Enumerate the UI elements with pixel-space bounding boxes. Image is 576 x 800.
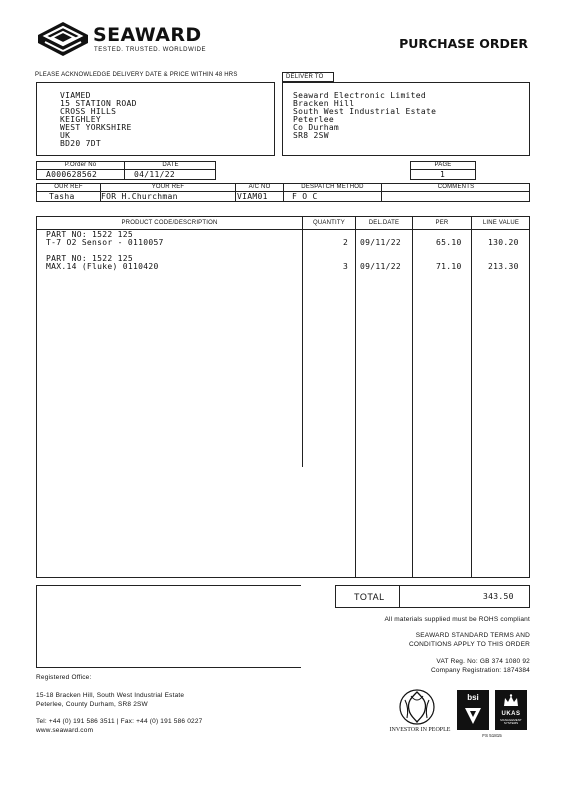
row-quantity: 3 [343,262,349,271]
ac-no: VIAM01 [237,192,268,201]
row-quantity: 2 [343,238,349,247]
table-row [37,231,529,249]
supplier-address-line: BD20 7DT [60,139,101,148]
table-row [37,255,529,273]
despatch-method: F O C [292,192,318,201]
comments-area-top [36,585,301,586]
our-ref-label: OUR REF [54,184,83,190]
page-number: 1 [440,170,446,179]
page-label: PAGE [434,162,452,168]
comments-area-bottom [36,667,301,668]
deliver-to-line: Bracken Hill [293,99,355,108]
col-header-quantity: QUANTITY [313,220,345,226]
despatch-label: DESPATCH METHOD [301,184,364,190]
date-label: DATE [162,162,179,168]
col-header-del-date: DEL.DATE [368,220,400,226]
row-description: T-7 O2 Sensor - 0110057 [46,238,164,247]
row-description: MAX.14 (Fluke) 0110420 [46,262,159,271]
company-tagline: TESTED. TRUSTED. WORLDWIDE [94,47,207,53]
row-del-date: 09/11/22 [360,238,401,247]
total-box [335,585,530,608]
col-header-description: PRODUCT CODE/DESCRIPTION [121,220,218,226]
page-box [410,161,476,180]
total-label: TOTAL [354,592,385,602]
supplier-address-line: WEST YORKSHIRE [60,123,132,132]
document-title: PURCHASE ORDER [399,36,528,51]
deliver-to-line: Seaward Electronic Limited [293,91,427,100]
bsi-text: bsi [467,693,479,702]
acknowledge-text: PLEASE ACKNOWLEDGE DELIVERY DATE & PRICE WITHIN 48 HRS [35,72,238,78]
vat-reg: VAT Reg. No: GB 374 1080 92 [436,658,530,665]
row-del-date: 09/11/22 [360,262,401,271]
row-line-value: 130.20 [488,238,519,247]
registered-office-line1: 15-18 Bracken Hill, South West Industrial Estate [36,692,185,699]
bsi-ukas-badge [457,690,531,742]
ukas-logo [495,690,527,730]
col-header-per: PER [435,220,449,226]
seaward-logo-mark [36,21,90,57]
company-logo [36,21,207,57]
deliver-to-label: DELIVER TO [282,72,334,82]
investor-in-people-badge [389,688,449,738]
order-info-box [36,161,216,180]
supplier-address-line: UK [60,131,71,140]
row-part-no: PART NO: 1522 125 [46,254,133,263]
supplier-address-line: 15 STATION ROAD [60,99,137,108]
order-number: A000628562 [46,170,98,179]
company-name: SEAWARD [93,24,202,46]
company-reg: Company Registration: 1874384 [430,667,530,674]
registered-office-contact: Tel: +44 (0) 191 586 3511 | Fax: +44 (0) 191 586 0227 [36,718,203,725]
line-items-table [36,216,530,578]
supplier-address-box [36,82,275,156]
col-header-line-value: LINE VALUE [482,220,520,226]
registered-office-line2: Peterlee, County Durham, SR8 2SW [36,701,148,708]
our-ref: Tasha [49,192,75,201]
supplier-address [60,92,137,148]
total-value: 343.50 [483,592,514,601]
order-no-label: P.Order No [64,162,97,168]
contacts-box [36,183,530,202]
supplier-address-line: VIAMED [60,91,91,100]
supplier-address-line: CROSS HILLS [60,107,117,116]
bsi-kitemark-icon [463,706,483,726]
deliver-to-line: SR8 2SW [293,131,329,140]
terms-line-1: SEAWARD STANDARD TERMS AND [415,632,530,639]
rohs-note: All materials supplied must be ROHS compliant [384,616,530,623]
terms-line-2: CONDITIONS APPLY TO THIS ORDER [409,641,530,648]
investor-in-people-icon [397,688,437,726]
your-ref-label: YOUR REF [151,184,185,190]
comments-label: COMMENTS [437,184,475,190]
deliver-to-address [293,92,436,140]
deliver-to-line: South West Industrial Estate [293,107,437,116]
website-link[interactable]: www.seaward.com [36,727,94,734]
ukas-crown-icon [503,694,519,708]
row-part-no: PART NO: 1522 125 [46,230,133,239]
deliver-to-line: Co Durham [293,123,340,132]
ac-no-label: A/C NO [248,184,271,190]
supplier-address-line: KEIGHLEY [60,115,101,124]
investor-in-people-text: INVESTOR IN PEOPLE [389,727,451,733]
ukas-subtext: MANAGEMENT SYSTEMS [500,718,522,725]
cert-number: FS 51815 [482,733,502,738]
registered-office-label: Registered Office: [36,674,92,681]
comments-area-left [36,585,37,667]
deliver-to-box [282,82,530,156]
bsi-logo [457,690,489,730]
your-ref: FOR H.Churchman [101,192,178,201]
row-per: 65.10 [436,238,462,247]
order-date: 04/11/22 [134,170,175,179]
row-per: 71.10 [436,262,462,271]
row-line-value: 213.30 [488,262,519,271]
ukas-text: UKAS [501,711,521,717]
deliver-to-line: Peterlee [293,115,334,124]
